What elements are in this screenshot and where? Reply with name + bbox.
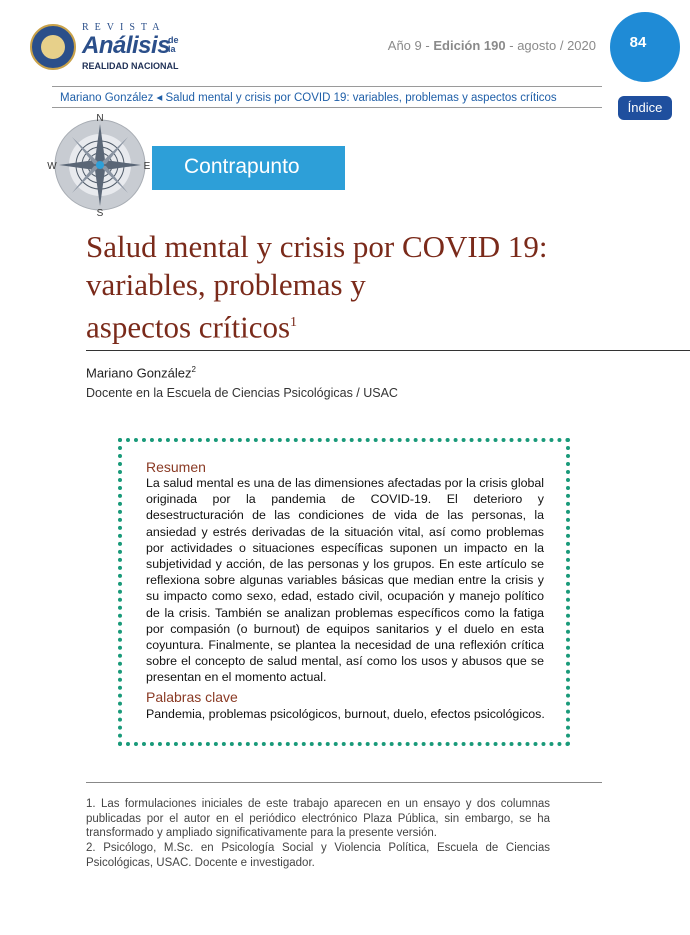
issue-year: Año 9 <box>387 38 422 53</box>
keywords-text: Pandemia, problemas psicológicos, burnout, duelo, efectos psicológicos. <box>146 707 545 721</box>
author-affiliation: Docente en la Escuela de Ciencias Psicológicas / USAC <box>86 386 398 400</box>
author-footnote-ref[interactable]: 2 <box>191 365 196 374</box>
issue-date: agosto / 2020 <box>517 38 596 53</box>
issue-sep: - <box>425 38 430 53</box>
compass-w: W <box>47 161 57 172</box>
breadcrumb-author[interactable]: Mariano González <box>60 92 154 104</box>
compass-n: N <box>96 113 104 124</box>
logo-analisis-text: Análisis <box>82 32 171 59</box>
article-title <box>86 228 646 346</box>
title-footnote-ref[interactable]: 1 <box>290 315 298 330</box>
journal-logo <box>30 22 190 76</box>
issue-edition: Edición 190 <box>433 38 506 53</box>
title-divider <box>86 350 690 351</box>
compass-e: E <box>143 161 151 172</box>
university-seal-icon <box>30 24 76 70</box>
page-number: 84 <box>629 34 647 51</box>
title-line-1: Salud mental y crisis por COVID 19: <box>86 229 548 264</box>
abstract-heading: Resumen <box>146 459 206 475</box>
breadcrumb-article[interactable]: Salud mental y crisis por COVID 19: variables, problemas y aspectos críticos <box>165 92 557 104</box>
issue-sep: - <box>509 38 514 53</box>
logo-realidad-text: REALIDAD NACIONAL <box>82 61 179 71</box>
compass-icon <box>40 110 160 220</box>
keywords-heading: Palabras clave <box>146 689 238 705</box>
section-label: Contrapunto <box>184 155 300 178</box>
issue-info <box>388 38 596 53</box>
title-line-2: variables, problemas y <box>86 267 366 302</box>
logo-de-la-text: de la <box>168 35 179 54</box>
title-line-3: aspectos críticos <box>86 309 291 345</box>
footnote-2: 2. Psicólogo, M.Sc. en Psicología Social y Violencia Política, Escuela de Ciencias Psicológicas, USAC. Docente e investigador. <box>86 842 550 869</box>
breadcrumb-arrow-icon: ◂ <box>156 92 163 104</box>
footnote-divider <box>86 782 602 783</box>
breadcrumb-text <box>60 90 557 104</box>
logo-revista-text: REVISTA <box>82 22 166 33</box>
compass-s: S <box>96 208 104 219</box>
indice-button[interactable]: Índice <box>618 96 672 120</box>
author-name: Mariano González$^2$ <box>86 365 196 381</box>
footnote-1: 1. Las formulaciones iniciales de este trabajo aparecen en un ensayo y dos columnas publicadas por el autor en el periódico electrónico Plaza Pública, sin embargo, se ha transformado y ampliado significativamente para la presente versión. <box>86 798 550 839</box>
abstract-text: La salud mental es una de las dimensiones afectadas por la crisis global originada por la pandemia de COVID-19. El deterioro y desestructuración de las condiciones de vida de las personas, la ansiedad y estrés derivadas de la situación vital, así como problemas por actividades o situaciones específicas suponen un impacto en la subjetividad y acción, de las personas y los grupos. En este artículo se reflexiona sobre algunas variables básicas que median entre la crisis y su impacto como sexo, edad, estado civil, ocupación y manejo político de la crisis. También se analizan problemas específicos como la fatiga por compasión (o burnout) de equipos sanitarios y el duelo en esta coyuntura. Finalmente, se plantea la necesidad de una reflexión crítica sobre el concepto de salud mental, así como los usos y abusos que se presentan en el momento actual. <box>146 476 544 685</box>
